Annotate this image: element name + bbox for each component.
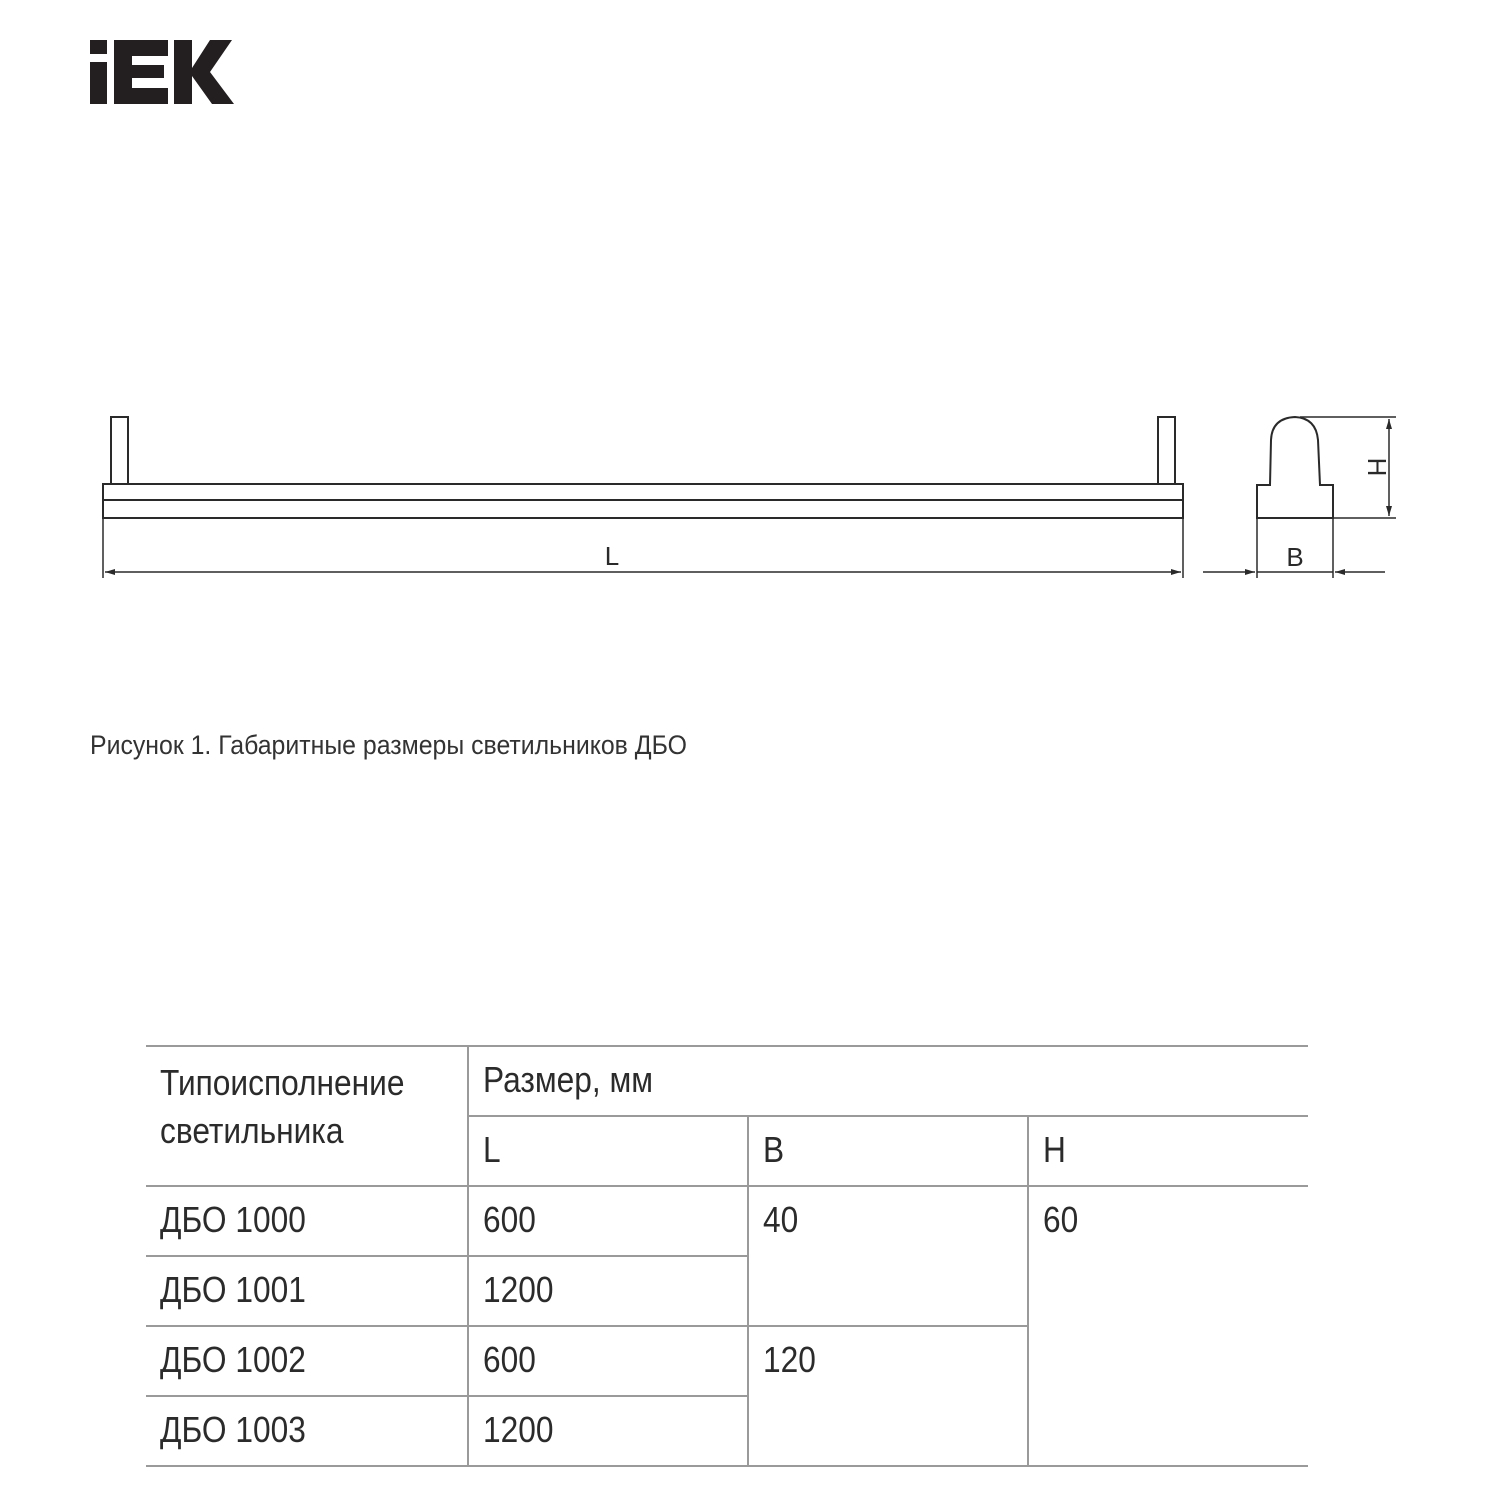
h-header-cell: H <box>1028 1116 1308 1186</box>
b-header-cell: B <box>748 1116 1028 1186</box>
b-value-cell: 120 <box>748 1326 1028 1466</box>
l-header-cell: L <box>468 1116 748 1186</box>
l-value-cell: 1200 <box>468 1396 748 1466</box>
model-cell: ДБО 1003 <box>146 1396 468 1466</box>
type-header-line1: Типоисполнение <box>160 1062 405 1103</box>
figure-caption: Рисунок 1. Габаритные размеры светильников ДБО <box>90 730 687 760</box>
table-row <box>146 1186 1308 1256</box>
l-value-cell: 600 <box>468 1186 748 1256</box>
h-value-cell: 60 <box>1028 1186 1308 1466</box>
front-view <box>103 417 1183 578</box>
length-dimension-label: L <box>604 541 620 571</box>
iek-logo <box>88 36 238 110</box>
dimensions-table <box>146 1045 1308 1467</box>
model-cell: ДБО 1000 <box>146 1186 468 1256</box>
type-header-line2: светильника <box>160 1110 344 1151</box>
model-cell: ДБО 1001 <box>146 1256 468 1326</box>
l-value-cell: 1200 <box>468 1256 748 1326</box>
type-header-cell <box>146 1046 468 1186</box>
l-value-cell: 600 <box>468 1326 748 1396</box>
model-cell: ДБО 1002 <box>146 1326 468 1396</box>
height-dimension-label: H <box>1362 457 1392 477</box>
table-header-row <box>146 1046 1308 1116</box>
size-header-cell: Размер, мм <box>468 1046 1308 1116</box>
luminaire-dimension-drawing <box>0 380 1500 600</box>
b-value-cell: 40 <box>748 1186 1028 1326</box>
width-dimension-label: B <box>1286 542 1304 572</box>
